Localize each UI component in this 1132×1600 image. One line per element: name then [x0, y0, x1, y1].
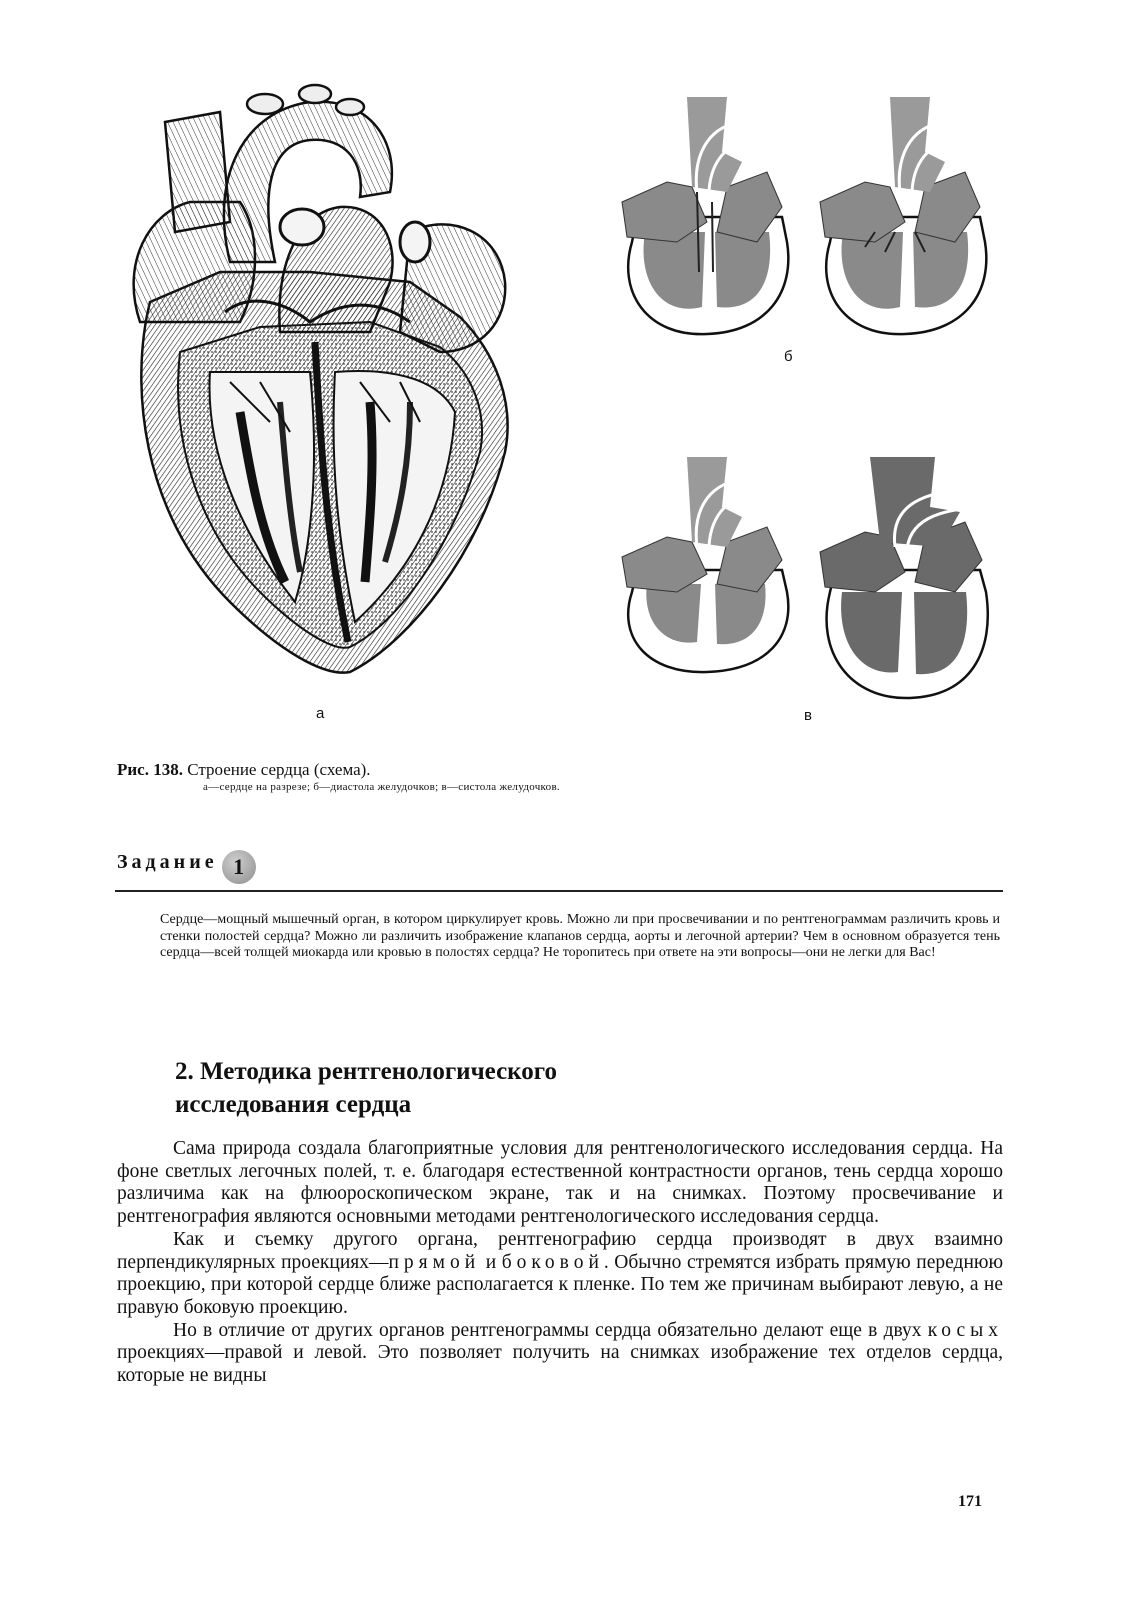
systole-diagram-2	[810, 452, 1000, 702]
section-title-line-2: исследования сердца	[175, 1091, 412, 1118]
task-number-badge: 1	[222, 850, 256, 884]
body-text	[117, 1138, 1003, 1388]
systole-diagram-1	[617, 452, 797, 677]
paragraph-2	[117, 1229, 1003, 1320]
caption-title-line	[117, 760, 1017, 780]
diastole-diagram-2	[815, 92, 995, 340]
caption-number: Рис. 138.	[117, 760, 183, 779]
caption-subtitle: а—сердце на разрезе; б—диастола желудочков; в—систола желудочков.	[203, 781, 560, 793]
diastole-diagram-1	[617, 92, 797, 340]
task-divider	[115, 890, 1003, 892]
paragraph-3-text-start: Но в отличие от других органов рентгенограммы сердца обязательно делают еще в двух	[173, 1319, 928, 1341]
paragraph-2-text-end: . Обычно стремятся избрать прямую переднюю проекцию, при которой сердце ближе располагается к пленке. По тем же причинам выбирают левую, а не правую боковую проекцию.	[117, 1251, 1004, 1318]
heart-section-illustration	[110, 82, 520, 682]
figure-caption	[117, 760, 1017, 793]
section-title	[175, 1055, 875, 1121]
emphasis-direct: прямой	[388, 1251, 481, 1273]
figure-label-v: в	[804, 707, 812, 724]
figure-label-b: б	[784, 348, 793, 365]
caption-title: Строение сердца (схема).	[187, 760, 371, 779]
figure-138	[0, 0, 1132, 740]
task-heading	[117, 850, 256, 884]
emphasis-lateral: боковой	[501, 1251, 604, 1273]
paragraph-3	[117, 1320, 1003, 1388]
page-number: 171	[958, 1493, 982, 1510]
figure-label-a: а	[316, 705, 325, 722]
paragraph-2-text-start: Как и съемку другого органа, рентгенографию сердца производят в двух взаимно перпендикулярных проекциях—	[117, 1228, 1003, 1273]
task-text: Сердце—мощный мышечный орган, в котором циркулирует кровь. Можно ли при просвечивании и по рентгенограммам различить кровь и стенки полостей сердца? Можно ли различить изображение клапанов сердца, аорты и легочной артерии? Чем в основном образуется тень сердца—всей толщей миокарда или кровью в полостях сердца? Не торопитесь при ответе на эти вопросы—они не легки для Вас!	[160, 912, 1000, 960]
paragraph-1: Сама природа создала благоприятные условия для рентгенологического исследования сердца. На фоне светлых легочных полей, т. е. благодаря естественной контрастности органов, тень сердца хорошо различима как на флюороскопическом экране, так и на снимках. Поэтому просвечивание и рентгенография являются основными методами рентгенологического исследования сердца.	[117, 1138, 1003, 1228]
task-label: Задание	[117, 851, 218, 873]
paragraph-3-text-end: проекциях—правой и левой. Это позволяет получить на снимках изображение тех отделов сердца, которые не видны	[117, 1342, 1003, 1387]
emphasis-oblique: косых	[927, 1319, 1003, 1341]
paragraph-2-text-mid: и	[480, 1251, 502, 1273]
section-title-line-1: 2. Методика рентгенологического	[175, 1058, 557, 1085]
